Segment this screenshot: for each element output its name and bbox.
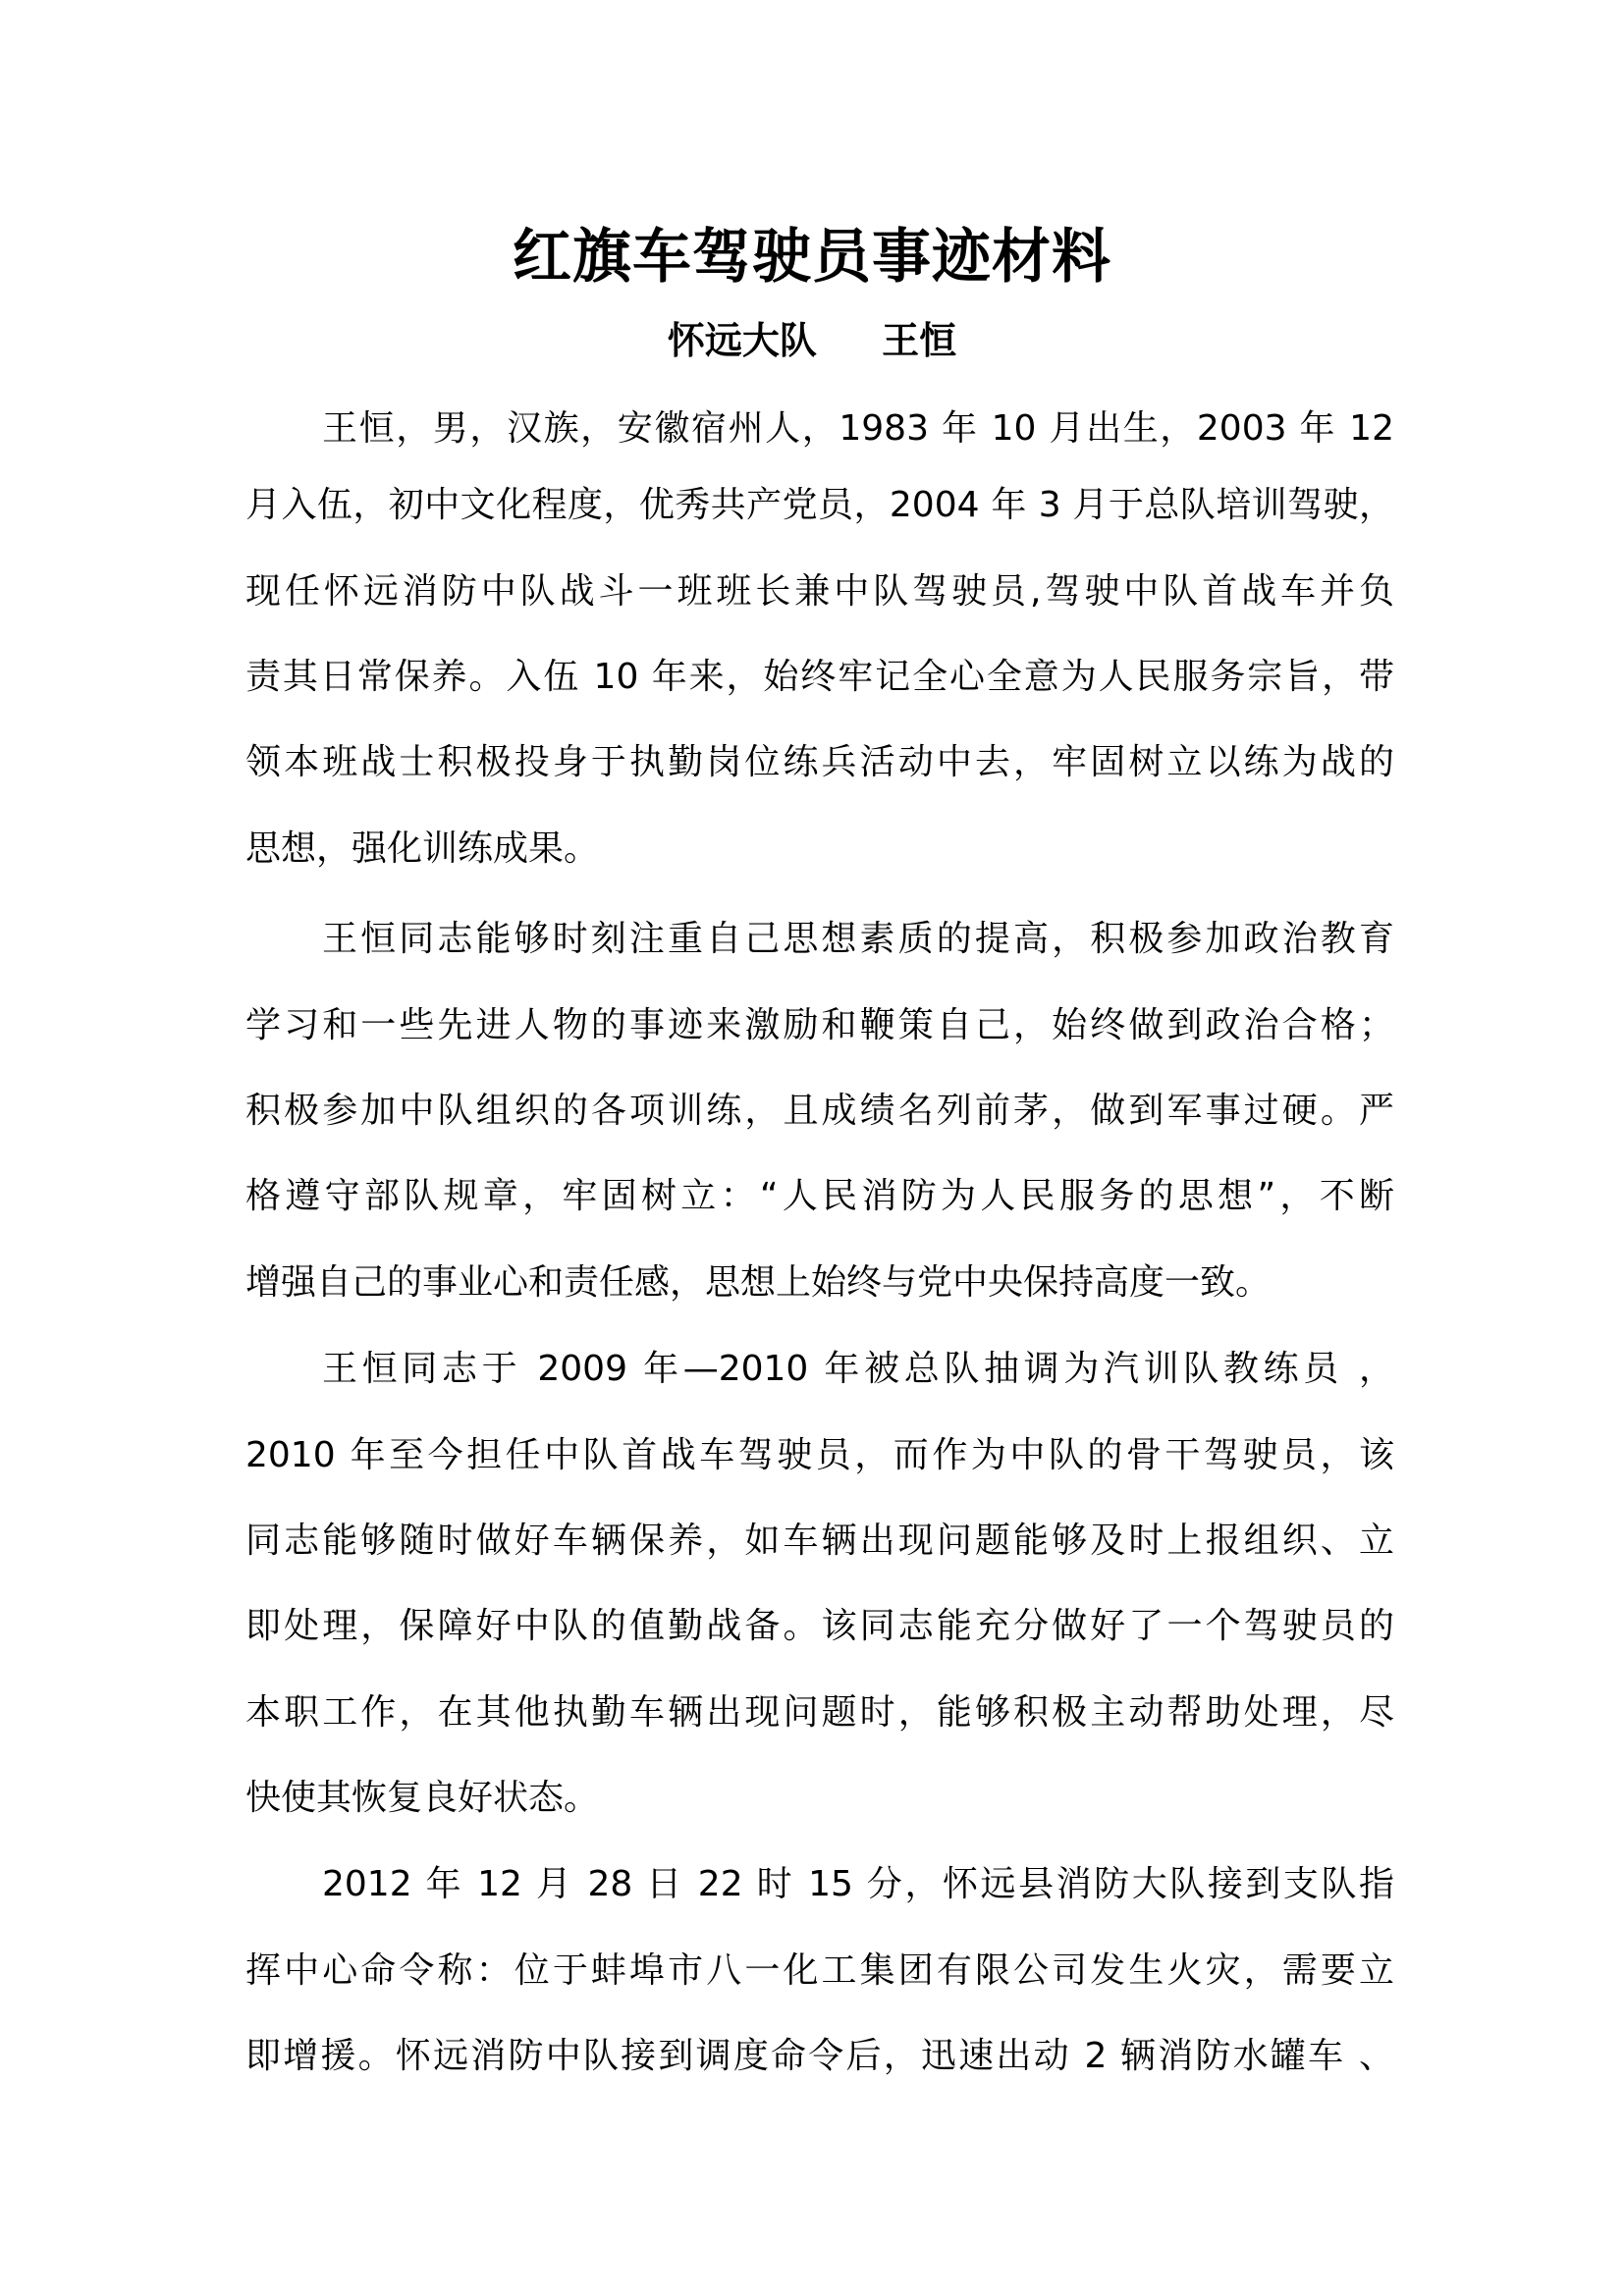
paragraph-line: 即处理，保障好中队的值勤战备。该同志能充分做好了一个驾驶员的 (245, 1606, 1394, 1646)
paragraph-line: 快使其恢复良好状态。 (245, 1778, 600, 1818)
paragraph-line: 即增援。怀远消防中队接到调度命令后，迅速出动 2 辆消防水罐车 、 (245, 2036, 1394, 2076)
paragraph-line: 王恒，男，汉族，安徽宿州人，1983 年 10 月出生，2003 年 12 (322, 408, 1394, 449)
document-subtitle: 怀远大队 王恒 (667, 319, 957, 362)
paragraph-line: 王恒同志于 2009 年—2010 年被总队抽调为汽训队教练员 ， (322, 1349, 1394, 1389)
paragraph-line: 学习和一些先进人物的事迹来激励和鞭策自己，始终做到政治合格； (245, 1005, 1394, 1045)
paragraph-line: 王恒同志能够时刻注重自己思想素质的提高，积极参加政治教育 (322, 919, 1394, 959)
paragraph-line: 责其日常保养。入伍 10 年来，始终牢记全心全意为人民服务宗旨，带 (245, 657, 1394, 697)
paragraph-line: 同志能够随时做好车辆保养，如车辆出现问题能够及时上报组织、立 (245, 1521, 1394, 1561)
paragraph-line: 格遵守部队规章，牢固树立：“人民消防为人民服务的思想”，不断 (245, 1176, 1394, 1216)
paragraph-line: 思想，强化训练成果。 (245, 828, 600, 869)
paragraph-line: 2010 年至今担任中队首战车驾驶员，而作为中队的骨干驾驶员，该 (245, 1435, 1394, 1475)
paragraph-line: 领本班战士积极投身于执勤岗位练兵活动中去，牢固树立以练为战的 (245, 742, 1394, 782)
paragraph-line: 2012 年 12 月 28 日 22 时 15 分，怀远县消防大队接到支队指 (322, 1864, 1394, 1904)
paragraph-line: 月入伍，初中文化程度，优秀共产党员，2004 年 3 月于总队培训驾驶， (245, 485, 1394, 525)
document-title: 红旗车驾驶员事迹材料 (513, 223, 1111, 292)
paragraph-line: 挥中心命令称：位于蚌埠市八一化工集团有限公司发生火灾，需要立 (245, 1950, 1394, 1991)
paragraph-line: 现任怀远消防中队战斗一班班长兼中队驾驶员,驾驶中队首战车并负 (245, 571, 1394, 612)
paragraph-line: 增强自己的事业心和责任感，思想上始终与党中央保持高度一致。 (245, 1262, 1272, 1303)
paragraph-line: 积极参加中队组织的各项训练，且成绩名列前茅，做到军事过硬。严 (245, 1091, 1394, 1131)
paragraph-line: 本职工作，在其他执勤车辆出现问题时，能够积极主动帮助处理，尽 (245, 1692, 1394, 1733)
